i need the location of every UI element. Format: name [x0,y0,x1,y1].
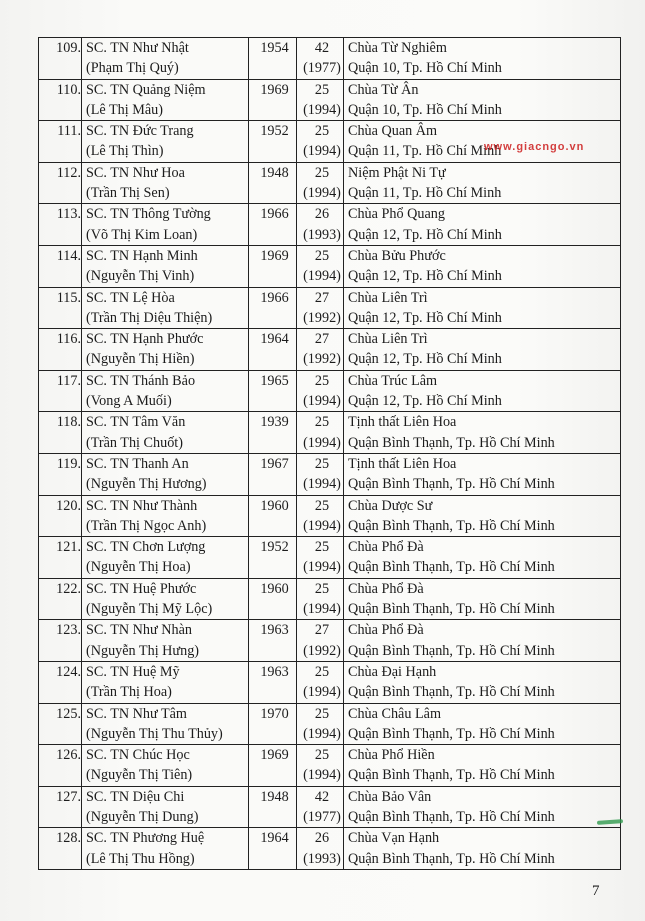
monastic-name-cell [82,38,249,80]
ordination-year: (1994) [303,268,341,285]
ordination-age-cell [297,329,344,371]
temple: Niệm Phật Ni Tự [348,164,446,181]
no: 109. [56,40,81,56]
entry-number-cell [39,537,82,579]
monastic-name-cell [82,828,249,870]
entry-number-cell [39,620,82,662]
title: SC. TN Tâm Văn [86,414,186,431]
table-row [39,620,621,662]
birth-year-cell [249,245,297,287]
temple-location-cell [344,578,621,620]
temple-location-cell [344,661,621,703]
ordination-age-cell [297,204,344,246]
temple: Chùa Từ Nghiêm [348,40,447,56]
no: 118. [56,414,81,431]
ordination-age: 42 [314,788,330,805]
no: 123. [56,622,81,639]
ordination-age-cell [297,537,344,579]
entry-number-cell [39,38,82,80]
lay-name: (Võ Thị Kim Loan) [86,226,198,243]
roster-body [39,38,621,870]
ordination-age: 26 [314,830,330,847]
location: Quận Bình Thạnh, Tp. Hồ Chí Minh [348,559,555,576]
location: Quận Bình Thạnh, Tp. Hồ Chí Minh [348,767,555,784]
title: SC. TN Thánh Bảo [86,372,196,389]
location: Quận Bình Thạnh, Tp. Hồ Chí Minh [348,601,555,618]
ordination-age: 27 [314,289,330,306]
location: Quận 11, Tp. Hồ Chí Minh [348,143,502,160]
title: SC. TN Đức Trang [86,123,194,140]
location: Quận Bình Thạnh, Tp. Hồ Chí Minh [348,684,555,701]
entry-number-cell [39,828,82,870]
birth-year-cell [249,162,297,204]
monastic-name-cell [82,121,249,163]
location: Quận 12, Tp. Hồ Chí Minh [348,268,502,285]
birth-year: 1966 [260,289,289,306]
birth-year-cell [249,287,297,329]
location: Quận Bình Thạnh, Tp. Hồ Chí Minh [348,517,555,534]
title: SC. TN Phương Huệ [86,830,205,847]
ordination-age: 25 [314,455,330,472]
birth-year: 1948 [260,788,289,805]
ordination-age-cell [297,620,344,662]
lay-name: (Nguyễn Thị Vinh) [86,268,195,285]
temple: Chùa Phổ Đà [348,539,424,556]
ordination-age: 26 [314,206,330,223]
temple-location-cell [344,245,621,287]
table-row [39,453,621,495]
no: 121. [56,539,81,556]
lay-name: (Nguyễn Thị Tiên) [86,767,193,784]
title: SC. TN Chúc Học [86,747,190,764]
no: 127. [56,788,81,805]
title: SC. TN Chơn Lượng [86,539,206,556]
birth-year-cell [249,786,297,828]
location: Quận 11, Tp. Hồ Chí Minh [348,185,502,202]
ordination-age: 25 [314,372,330,389]
monastic-name-cell [82,412,249,454]
no: 119. [56,455,81,472]
birth-year-cell [249,79,297,121]
monastic-name-cell [82,537,249,579]
lay-name: (Nguyễn Thị Dung) [86,808,199,825]
title: SC. TN Diệu Chi [86,788,185,805]
ordination-age-cell [297,38,344,80]
no: 128. [56,830,81,847]
birth-year-cell [249,121,297,163]
table-row [39,786,621,828]
monastic-name-cell [82,578,249,620]
location: Quận 12, Tp. Hồ Chí Minh [348,309,502,326]
table-row [39,578,621,620]
temple-location-cell [344,287,621,329]
ordination-age: 25 [314,414,330,431]
temple-location-cell [344,38,621,80]
no: 114. [56,247,81,264]
ordination-year: (1994) [303,185,341,202]
lay-name: (Lê Thị Thu Hồng) [86,850,195,867]
birth-year: 1969 [260,247,289,264]
no: 126. [56,747,81,764]
ordination-age-cell [297,578,344,620]
birth-year-cell [249,412,297,454]
monastic-name-cell [82,287,249,329]
birth-year-cell [249,495,297,537]
temple: Chùa Từ Ân [348,81,419,98]
site-watermark: www.giacngo.vn [484,141,585,153]
location: Quận 10, Tp. Hồ Chí Minh [348,101,502,118]
no: 122. [56,580,81,597]
ordination-age-cell [297,495,344,537]
temple: Chùa Bảo Vân [348,788,432,805]
lay-name: (Nguyễn Thị Thu Thủy) [86,725,223,742]
ordination-age: 25 [314,663,330,680]
ordination-year: (1977) [303,808,341,825]
birth-year: 1967 [260,455,289,472]
no: 120. [56,497,81,514]
temple: Chùa Liên Trì [348,331,428,348]
location: Quận Bình Thạnh, Tp. Hồ Chí Minh [348,808,555,825]
ordination-age: 27 [314,331,330,348]
lay-name: (Lê Thị Mâu) [86,101,163,118]
ordination-year: (1994) [303,476,341,493]
nun-roster-table [38,37,621,870]
entry-number-cell [39,453,82,495]
title: SC. TN Quảng Niệm [86,81,206,98]
birth-year: 1939 [260,414,289,431]
table-row [39,828,621,870]
ordination-year: (1994) [303,434,341,451]
location: Quận 10, Tp. Hồ Chí Minh [348,60,502,77]
birth-year: 1969 [260,81,289,98]
no: 115. [56,289,81,306]
birth-year: 1965 [260,372,289,389]
ordination-age-cell [297,412,344,454]
lay-name: (Nguyễn Thị Hiền) [86,351,195,368]
title: SC. TN Huệ Mỹ [86,663,180,680]
table-row [39,162,621,204]
entry-number-cell [39,578,82,620]
temple: Chùa Liên Trì [348,289,428,306]
ordination-age-cell [297,287,344,329]
ordination-age: 25 [314,539,330,556]
ordination-year: (1977) [303,60,341,77]
temple-location-cell [344,495,621,537]
ordination-year: (1993) [303,850,341,867]
entry-number-cell [39,329,82,371]
birth-year-cell [249,703,297,745]
monastic-name-cell [82,329,249,371]
temple-location-cell [344,79,621,121]
entry-number-cell [39,661,82,703]
ordination-year: (1994) [303,101,341,118]
entry-number-cell [39,495,82,537]
monastic-name-cell [82,495,249,537]
lay-name: (Phạm Thị Quý) [86,60,179,77]
temple: Chùa Trúc Lâm [348,372,438,389]
birth-year-cell [249,828,297,870]
birth-year: 1963 [260,663,289,680]
ordination-year: (1994) [303,767,341,784]
no: 116. [56,331,81,348]
monastic-name-cell [82,745,249,787]
ordination-year: (1993) [303,226,341,243]
temple-location-cell [344,453,621,495]
title: SC. TN Thông Tường [86,206,211,223]
temple: Chùa Bửu Phước [348,247,446,264]
table-row [39,745,621,787]
monastic-name-cell [82,162,249,204]
table-row [39,79,621,121]
lay-name: (Nguyễn Thị Hương) [86,476,207,493]
temple: Chùa Phổ Hiền [348,747,435,764]
ordination-age-cell [297,703,344,745]
birth-year: 1954 [260,40,289,56]
ordination-age-cell [297,745,344,787]
monastic-name-cell [82,453,249,495]
lay-name: (Lê Thị Thìn) [86,143,164,160]
ordination-age: 27 [314,622,330,639]
temple: Chùa Phổ Đà [348,580,424,597]
ordination-age-cell [297,661,344,703]
title: SC. TN Thanh An [86,455,189,472]
ordination-age: 25 [314,81,330,98]
ordination-age-cell [297,453,344,495]
location: Quận Bình Thạnh, Tp. Hồ Chí Minh [348,725,555,742]
table-row [39,245,621,287]
birth-year: 1960 [260,497,289,514]
monastic-name-cell [82,204,249,246]
lay-name: (Trần Thị Ngọc Anh) [86,517,207,534]
no: 111. [57,123,81,140]
no: 125. [56,705,81,722]
ordination-year: (1994) [303,559,341,576]
monastic-name-cell [82,661,249,703]
birth-year-cell [249,661,297,703]
entry-number-cell [39,412,82,454]
birth-year: 1952 [260,123,289,140]
ordination-year: (1992) [303,309,341,326]
temple-location-cell [344,329,621,371]
location: Quận Bình Thạnh, Tp. Hồ Chí Minh [348,434,555,451]
entry-number-cell [39,79,82,121]
temple: Chùa Vạn Hạnh [348,830,440,847]
title: SC. TN Như Thành [86,497,198,514]
temple: Chùa Quan Âm [348,123,438,140]
temple: Chùa Đại Hạnh [348,663,437,680]
ordination-age: 25 [314,123,330,140]
birth-year-cell [249,620,297,662]
ordination-age: 25 [314,497,330,514]
birth-year-cell [249,204,297,246]
birth-year: 1970 [260,705,289,722]
ordination-age: 25 [314,164,330,181]
table-row [39,204,621,246]
monastic-name-cell [82,370,249,412]
ordination-year: (1994) [303,684,341,701]
temple: Chùa Châu Lâm [348,705,441,722]
birth-year-cell [249,370,297,412]
ordination-year: (1994) [303,393,341,410]
location: Quận Bình Thạnh, Tp. Hồ Chí Minh [348,476,555,493]
temple-location-cell [344,412,621,454]
birth-year: 1952 [260,539,289,556]
ordination-age: 25 [314,580,330,597]
birth-year-cell [249,329,297,371]
table-row [39,703,621,745]
ordination-age: 25 [314,705,330,722]
birth-year: 1964 [260,830,289,847]
no: 112. [56,164,81,181]
location: Quận Bình Thạnh, Tp. Hồ Chí Minh [348,642,555,659]
ordination-year: (1994) [303,517,341,534]
monastic-name-cell [82,786,249,828]
birth-year: 1966 [260,206,289,223]
ordination-age-cell [297,828,344,870]
no: 124. [56,663,81,680]
lay-name: (Vong A Muối) [86,393,172,410]
title: SC. TN Như Tâm [86,705,187,722]
ordination-age-cell [297,786,344,828]
title: SC. TN Như Nhàn [86,622,192,639]
temple: Chùa Phổ Quang [348,206,445,223]
monastic-name-cell [82,620,249,662]
temple: Tịnh thất Liên Hoa [348,455,457,472]
birth-year-cell [249,38,297,80]
birth-year: 1964 [260,331,289,348]
entry-number-cell [39,162,82,204]
location: Quận 12, Tp. Hồ Chí Minh [348,351,502,368]
no: 117. [56,372,81,389]
birth-year-cell [249,745,297,787]
birth-year-cell [249,453,297,495]
ordination-age-cell [297,121,344,163]
entry-number-cell [39,786,82,828]
table-row [39,661,621,703]
entry-number-cell [39,370,82,412]
lay-name: (Trần Thị Diệu Thiện) [86,309,213,326]
birth-year: 1960 [260,580,289,597]
title: SC. TN Hạnh Minh [86,247,198,264]
title: SC. TN Hạnh Phước [86,331,204,348]
ordination-year: (1994) [303,725,341,742]
monastic-name-cell [82,245,249,287]
temple-location-cell [344,162,621,204]
table-row [39,38,621,80]
title: SC. TN Như Nhật [86,40,189,56]
lay-name: (Trần Thị Hoa) [86,684,172,701]
entry-number-cell [39,745,82,787]
birth-year: 1969 [260,747,289,764]
no: 110. [56,81,81,98]
title: SC. TN Huệ Phước [86,580,197,597]
table-row [39,329,621,371]
lay-name: (Nguyễn Thị Hoa) [86,559,191,576]
entry-number-cell [39,121,82,163]
ordination-age-cell [297,162,344,204]
birth-year-cell [249,537,297,579]
temple-location-cell [344,786,621,828]
location: Quận Bình Thạnh, Tp. Hồ Chí Minh [348,850,555,867]
ordination-age-cell [297,370,344,412]
table-row [39,370,621,412]
monastic-name-cell [82,703,249,745]
temple: Tịnh thất Liên Hoa [348,414,457,431]
monastic-name-cell [82,79,249,121]
lay-name: (Nguyễn Thị Hưng) [86,642,200,659]
ordination-age: 42 [314,40,330,56]
temple-location-cell [344,620,621,662]
ordination-year: (1994) [303,601,341,618]
entry-number-cell [39,703,82,745]
ordination-year: (1994) [303,143,341,160]
location: Quận 12, Tp. Hồ Chí Minh [348,226,502,243]
ordination-age: 25 [314,247,330,264]
ordination-year: (1992) [303,351,341,368]
table-row [39,495,621,537]
temple-location-cell [344,745,621,787]
birth-year: 1948 [260,164,289,181]
location: Quận 12, Tp. Hồ Chí Minh [348,393,502,410]
temple-location-cell [344,828,621,870]
temple: Chùa Dược Sư [348,497,433,514]
ordination-year: (1992) [303,642,341,659]
ordination-age-cell [297,245,344,287]
lay-name: (Trần Thị Sen) [86,185,170,202]
ordination-age-cell [297,79,344,121]
temple: Chùa Phổ Đà [348,622,424,639]
lay-name: (Trần Thị Chuốt) [86,434,183,451]
table-row [39,537,621,579]
entry-number-cell [39,287,82,329]
entry-number-cell [39,245,82,287]
birth-year-cell [249,578,297,620]
temple-location-cell [344,204,621,246]
birth-year: 1963 [260,622,289,639]
title: SC. TN Lệ Hòa [86,289,175,306]
title: SC. TN Như Hoa [86,164,185,181]
table-row [39,287,621,329]
entry-number-cell [39,204,82,246]
page-number: 7 [592,883,600,899]
no: 113. [56,206,81,223]
temple-location-cell [344,703,621,745]
temple-location-cell [344,537,621,579]
table-row [39,412,621,454]
lay-name: (Nguyễn Thị Mỹ Lộc) [86,601,213,618]
ordination-age: 25 [314,747,330,764]
temple-location-cell [344,370,621,412]
